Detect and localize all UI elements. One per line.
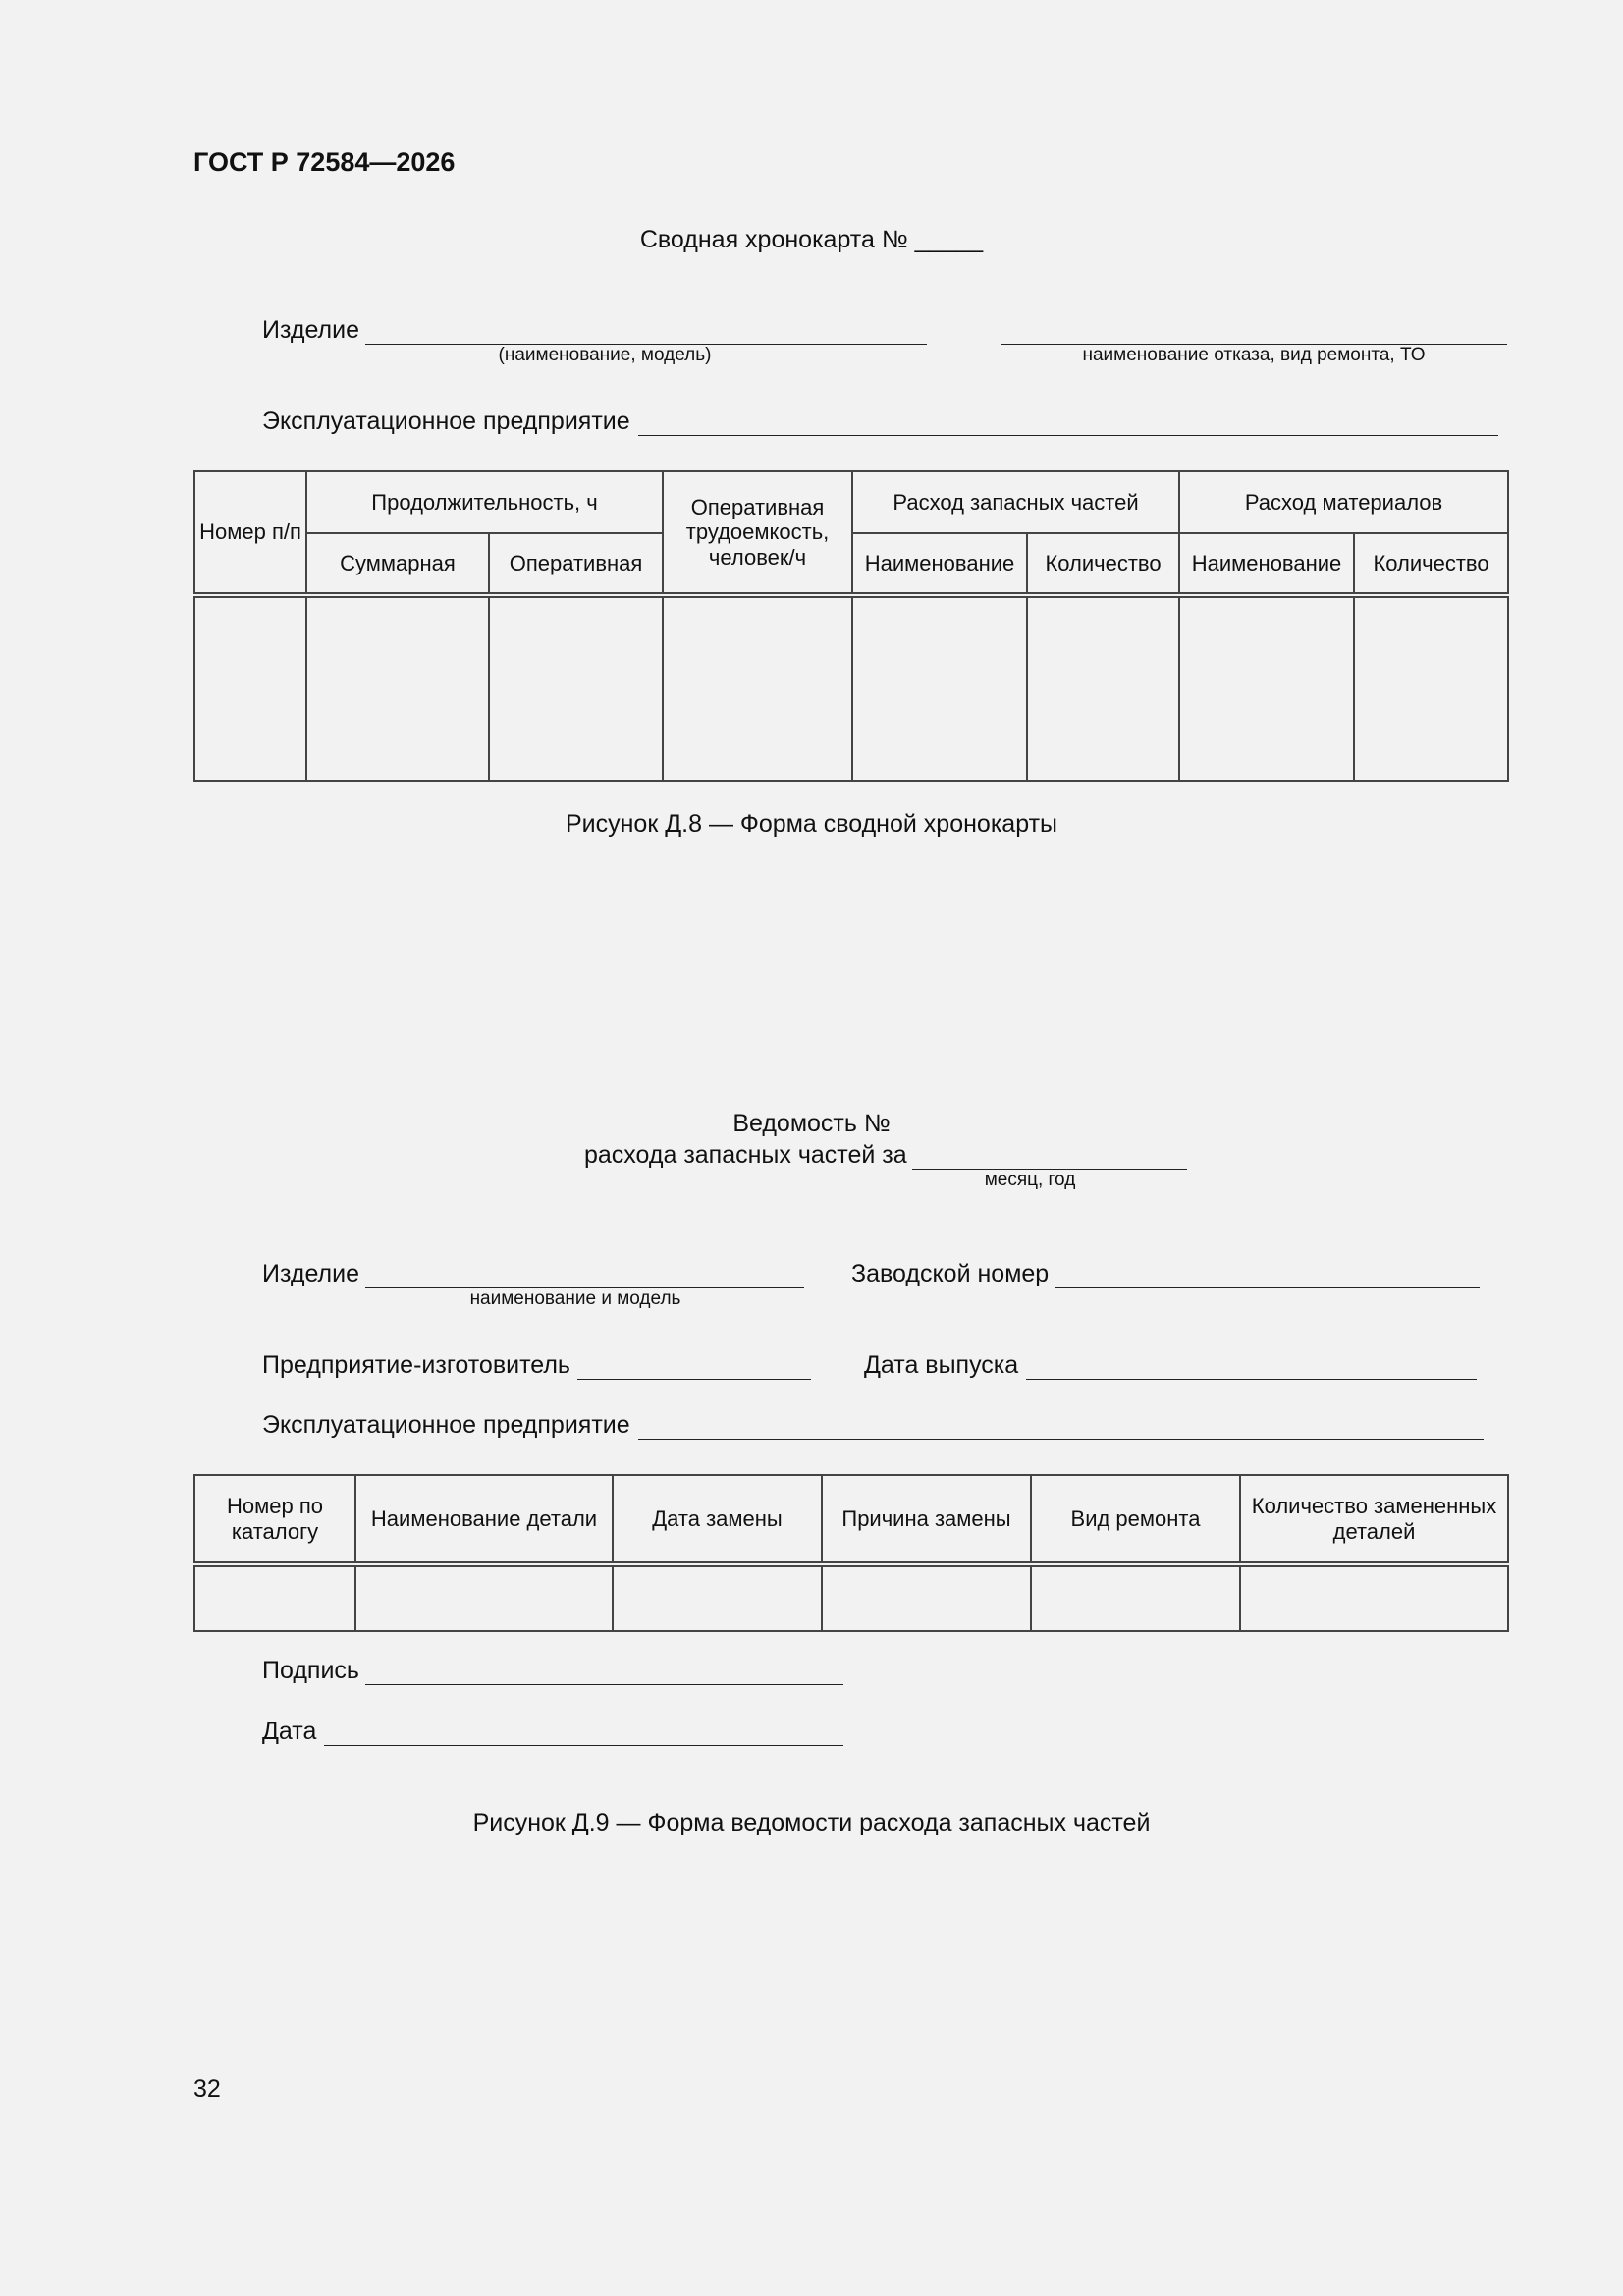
col-catalog: Номер по каталогу <box>194 1475 355 1564</box>
standard-designation: ГОСТ Р 72584—2026 <box>193 147 456 177</box>
release-input-line[interactable] <box>1026 1379 1477 1380</box>
col-duration: Продолжительность, ч <box>306 471 663 533</box>
date-label: Дата <box>262 1718 317 1745</box>
empty-cell[interactable] <box>663 595 852 781</box>
empty-cell[interactable] <box>306 595 489 781</box>
product-label: Изделие <box>262 316 359 344</box>
empty-cell[interactable] <box>1240 1564 1508 1631</box>
page-number: 32 <box>193 2075 221 2103</box>
col-spares: Расход запасных частей <box>852 471 1179 533</box>
col-operative: Оперативная <box>489 533 663 595</box>
empty-cell[interactable] <box>489 595 663 781</box>
empty-cell[interactable] <box>822 1564 1031 1631</box>
col-materials-qty: Количество <box>1354 533 1508 595</box>
maker-input-line[interactable] <box>577 1379 811 1380</box>
product-sublabel-2: наименование и модель <box>469 1288 681 1309</box>
empty-cell[interactable] <box>1179 595 1354 781</box>
empty-cell[interactable] <box>613 1564 822 1631</box>
empty-cell[interactable] <box>194 1564 355 1631</box>
chronocard-table <box>193 470 1509 782</box>
operator-input-line[interactable] <box>638 435 1498 436</box>
col-spares-name: Наименование <box>852 533 1027 595</box>
figure9-caption: Рисунок Д.9 — Форма ведомости расхода запасных частей <box>472 1809 1151 1836</box>
figure8-caption: Рисунок Д.8 — Форма сводной хронокарты <box>565 810 1057 838</box>
empty-cell[interactable] <box>194 595 306 781</box>
serial-label: Заводской номер <box>851 1260 1050 1287</box>
operator-input-line-2[interactable] <box>638 1439 1484 1440</box>
empty-cell[interactable] <box>1027 595 1179 781</box>
operator-label-2: Эксплуатационное предприятие <box>262 1411 630 1439</box>
chronocard-title: Сводная хронокарта № _____ <box>639 226 984 253</box>
parts-table <box>193 1474 1509 1632</box>
empty-cell[interactable] <box>852 595 1027 781</box>
serial-input-line[interactable] <box>1055 1287 1480 1288</box>
col-date: Дата замены <box>613 1475 822 1564</box>
col-materials-name: Наименование <box>1179 533 1354 595</box>
month-sublabel: месяц, год <box>984 1170 1076 1190</box>
empty-cell[interactable] <box>1354 595 1508 781</box>
col-labor: Оперативная трудоемкость, человек/ч <box>663 471 852 595</box>
empty-cell[interactable] <box>1031 1564 1240 1631</box>
table-row <box>194 1564 1508 1631</box>
product-label-2: Изделие <box>262 1260 359 1287</box>
operator-label: Эксплуатационное предприятие <box>262 408 630 435</box>
maker-label: Предприятие-изготовитель <box>262 1351 570 1379</box>
col-qty: Количество замененных деталей <box>1240 1475 1508 1564</box>
col-repair: Вид ремонта <box>1031 1475 1240 1564</box>
signature-input-line[interactable] <box>365 1684 843 1685</box>
col-reason: Причина замены <box>822 1475 1031 1564</box>
failure-sublabel: наименование отказа, вид ремонта, ТО <box>1082 345 1426 365</box>
empty-cell[interactable] <box>355 1564 613 1631</box>
date-input-line[interactable] <box>324 1745 843 1746</box>
signature-label: Подпись <box>262 1657 359 1684</box>
col-part: Наименование детали <box>355 1475 613 1564</box>
col-number: Номер п/п <box>194 471 306 595</box>
product-sublabel: (наименование, модель) <box>498 345 712 365</box>
table-row <box>194 595 1508 781</box>
release-label: Дата выпуска <box>864 1351 1019 1379</box>
statement-title-line1: Ведомость № <box>732 1110 891 1137</box>
statement-title-line2: расхода запасных частей за <box>584 1141 907 1169</box>
col-total: Суммарная <box>306 533 489 595</box>
col-spares-qty: Количество <box>1027 533 1179 595</box>
col-materials: Расход материалов <box>1179 471 1508 533</box>
